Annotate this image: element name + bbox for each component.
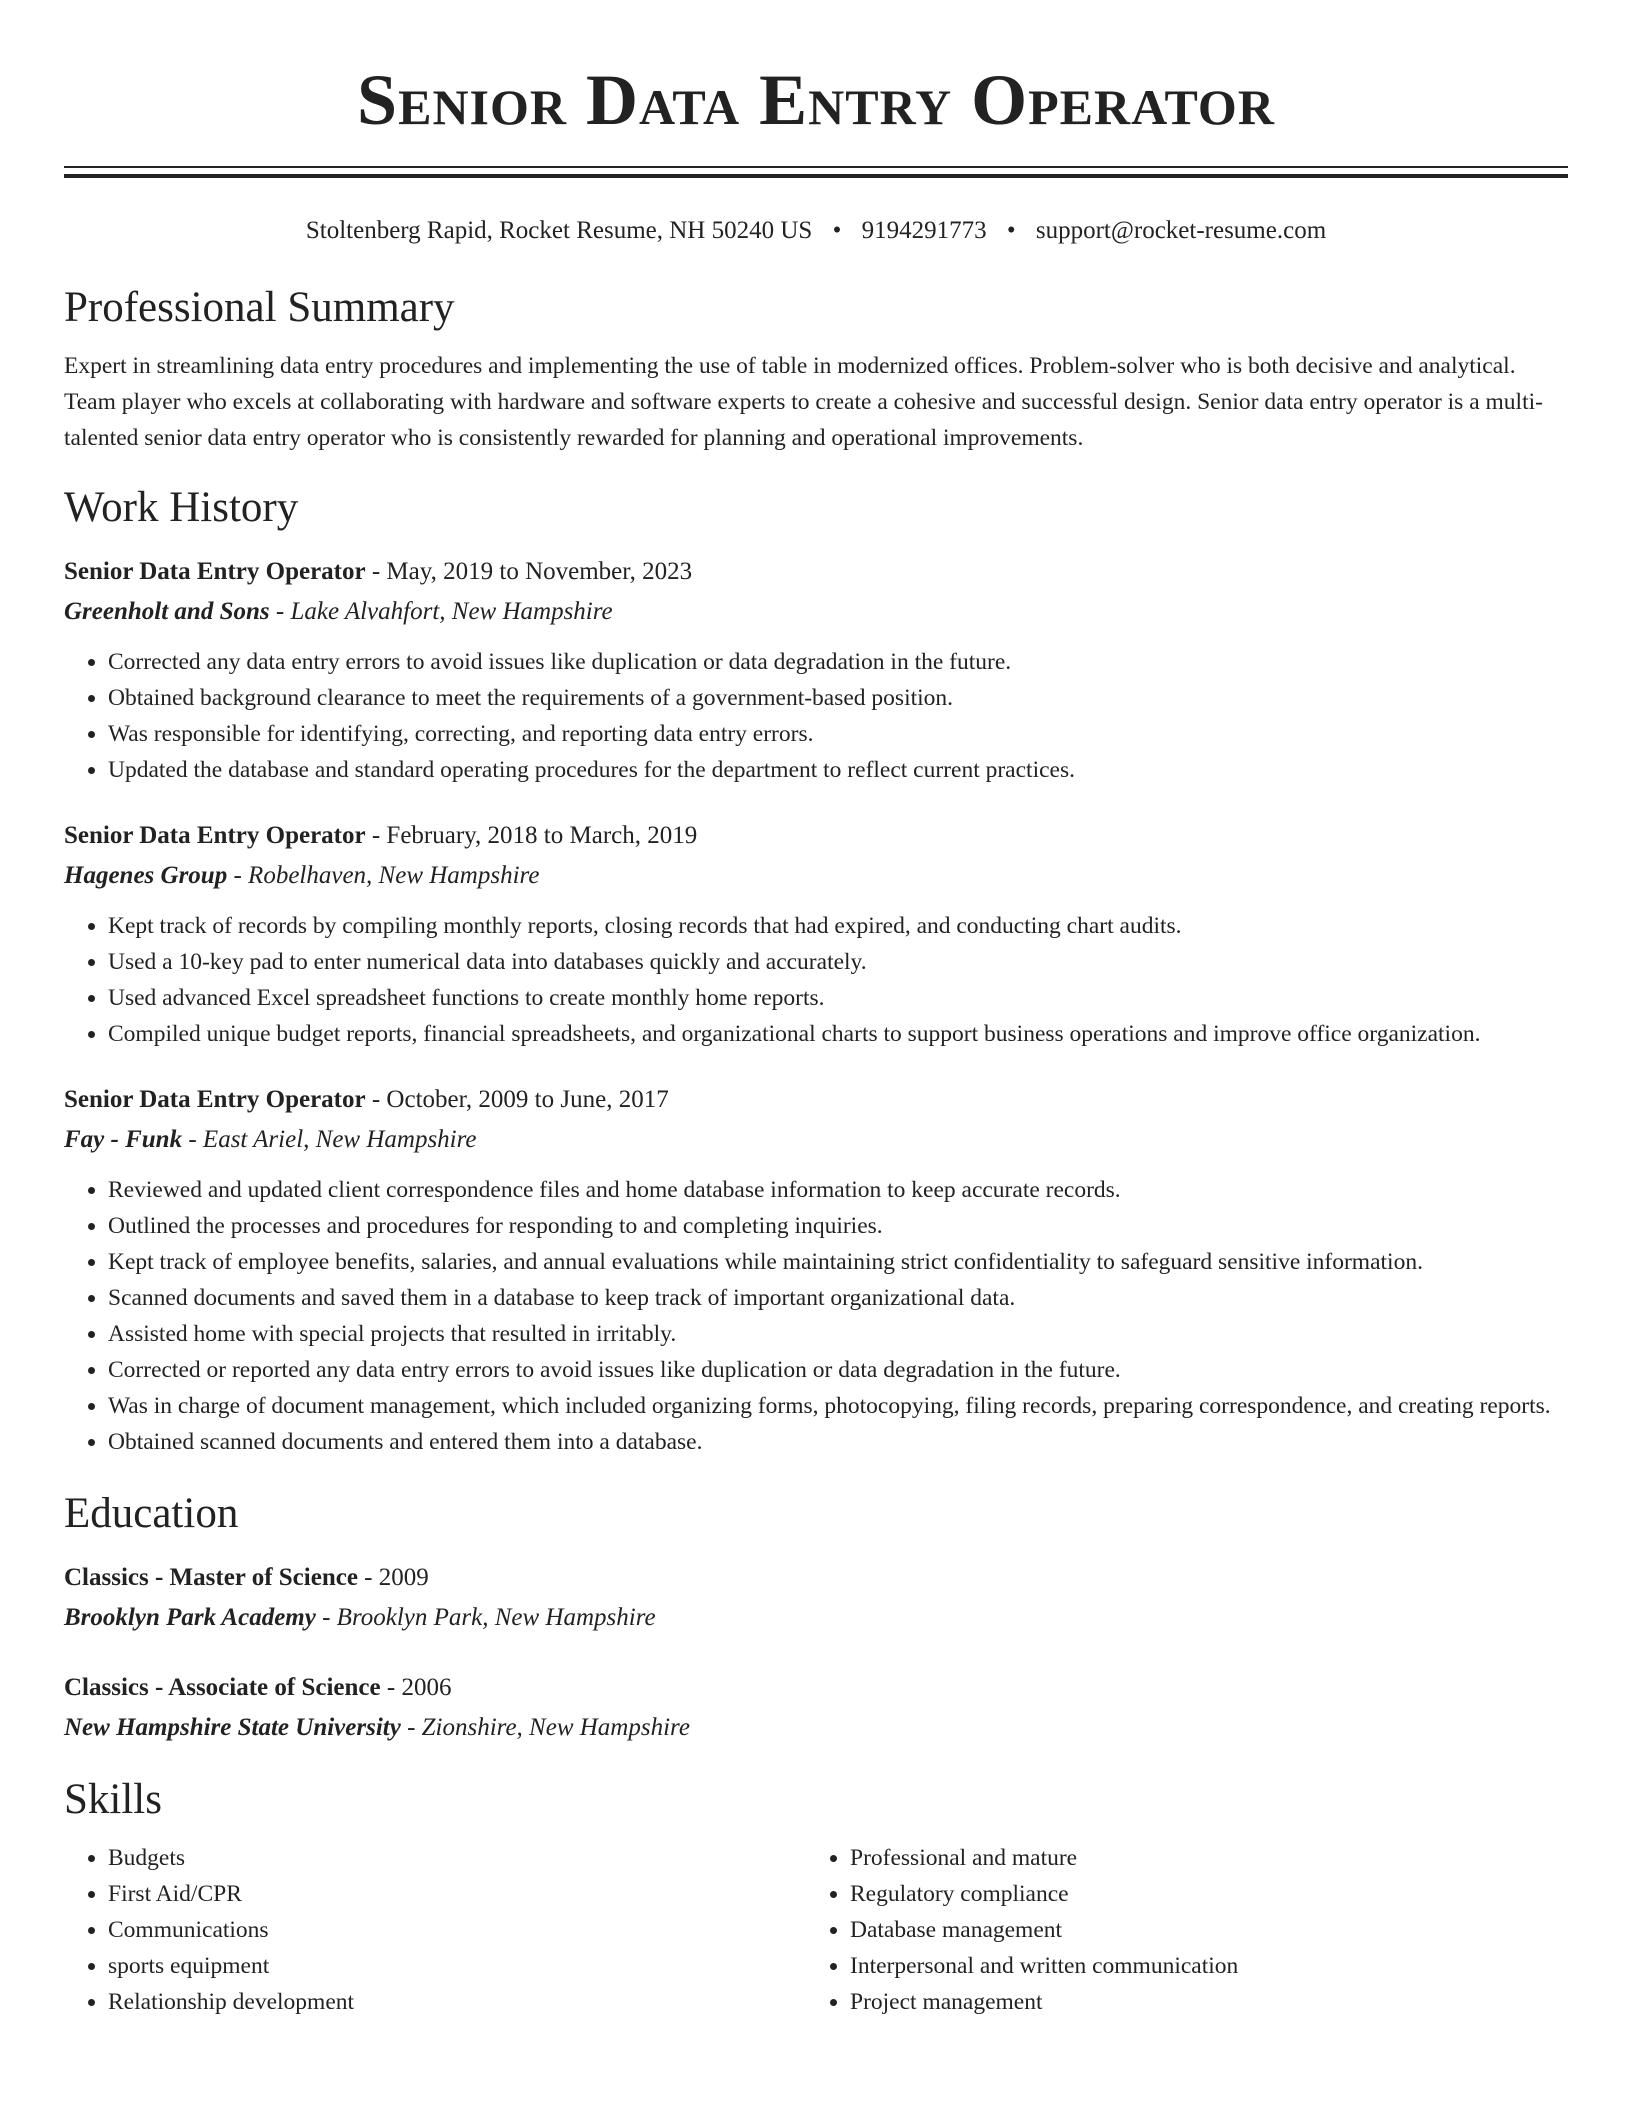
skill-item: • First Aid/CPR — [108, 1876, 806, 1912]
job-duty: • Used advanced Excel spreadsheet functions to create monthly home reports. — [108, 980, 1568, 1016]
education-location: - Brooklyn Park, New Hampshire — [315, 1604, 656, 1631]
summary-text: Expert in streamlining data entry procedures and implementing the use of table in modernized offices. Problem-solver who is both decisive and analytical. Team player who excels at collaborating with hardware and software experts to create a cohesive and successful design. Senior data entry operator is a multi-talented senior data entry operator who is consistently rewarded for planning and operational improvements. — [64, 353, 1543, 451]
job-duty: • Outlined the processes and procedures for responding to and completing inquiries. — [108, 1208, 1568, 1244]
education-school: Brooklyn Park Academy — [64, 1604, 316, 1631]
work-history-section — [64, 482, 1568, 1460]
job-duty: • Compiled unique budget reports, financial spreadsheets, and organizational charts to support business operations and improve office organization. — [108, 1016, 1568, 1052]
job-entry — [64, 554, 1568, 788]
job-header — [64, 554, 1568, 590]
divider-thick-line — [64, 174, 1568, 178]
job-location: - Lake Alvahfort, New Hampshire — [269, 598, 613, 625]
skill-item: • Professional and mature — [850, 1840, 1548, 1876]
skill-item: • Project management — [850, 1984, 1548, 2020]
job-location: - Robelhaven, New Hampshire — [227, 862, 540, 889]
skill-item: • Communications — [108, 1912, 806, 1948]
contact-separator: • — [1006, 217, 1016, 244]
job-employer — [64, 858, 1568, 894]
contact-separator: • — [832, 217, 842, 244]
job-header — [64, 818, 1568, 854]
job-duties — [64, 1172, 1568, 1460]
education-year: - 2006 — [380, 1674, 452, 1701]
education-degree-line — [64, 1560, 1568, 1596]
job-duty: • Updated the database and standard operating procedures for the department to reflect current practices. — [108, 752, 1568, 788]
job-employer — [64, 1122, 1568, 1158]
summary-section — [64, 282, 1568, 456]
job-title: Senior Data Entry Operator — [64, 822, 366, 849]
job-company: Greenholt and Sons — [64, 598, 270, 625]
education-degree: Classics - Associate of Science — [64, 1674, 381, 1701]
job-header — [64, 1082, 1568, 1118]
education-heading: Education — [64, 1490, 239, 1537]
skill-item: • Regulatory compliance — [850, 1876, 1548, 1912]
education-school-line — [64, 1600, 1568, 1636]
title-divider — [64, 166, 1568, 178]
job-duty: • Was responsible for identifying, correcting, and reporting data entry errors. — [108, 716, 1568, 752]
job-company: Fay - Funk — [64, 1126, 183, 1153]
job-title: Senior Data Entry Operator — [64, 558, 366, 585]
job-duty: • Reviewed and updated client correspondence files and home database information to keep accurate records. — [108, 1172, 1568, 1208]
skill-item: • Interpersonal and written communication — [850, 1948, 1548, 1984]
job-duty: • Scanned documents and saved them in a database to keep track of important organizational data. — [108, 1280, 1568, 1316]
education-year: - 2009 — [357, 1564, 429, 1591]
contact-phone: 9194291773 — [861, 217, 987, 244]
education-school-line — [64, 1710, 1568, 1746]
education-degree-line — [64, 1670, 1568, 1706]
page-title: Senior Data Entry Operator — [357, 60, 1275, 140]
skills-column-left — [64, 1840, 806, 2020]
skills-heading: Skills — [64, 1776, 162, 1823]
contact-line — [64, 214, 1568, 248]
job-employer — [64, 594, 1568, 630]
job-duty: • Corrected any data entry errors to avoid issues like duplication or data degradation in the future. — [108, 644, 1568, 680]
job-location: - East Ariel, New Hampshire — [182, 1126, 477, 1153]
education-entry — [64, 1670, 1568, 1746]
skill-item: • Budgets — [108, 1840, 806, 1876]
job-entry — [64, 1082, 1568, 1460]
skills-columns — [64, 1840, 1568, 2020]
job-title: Senior Data Entry Operator — [64, 1086, 366, 1113]
job-duty: • Corrected or reported any data entry errors to avoid issues like duplication or data degradation in the future. — [108, 1352, 1568, 1388]
divider-thin-line — [64, 166, 1568, 168]
skills-column-right — [806, 1840, 1548, 2020]
education-location: - Zionshire, New Hampshire — [400, 1714, 690, 1741]
contact-email: support@rocket-resume.com — [1035, 217, 1327, 244]
education-section — [64, 1488, 1568, 1746]
skill-item: • Relationship development — [108, 1984, 806, 2020]
job-duty: • Kept track of records by compiling monthly reports, closing records that had expired, and conducting chart audits. — [108, 908, 1568, 944]
work-history-heading: Work History — [64, 484, 299, 531]
education-entry — [64, 1560, 1568, 1636]
skill-item: • sports equipment — [108, 1948, 806, 1984]
job-dates: - May, 2019 to November, 2023 — [365, 558, 693, 585]
job-duty: • Assisted home with special projects that resulted in irritably. — [108, 1316, 1568, 1352]
job-duty: • Obtained scanned documents and entered them into a database. — [108, 1424, 1568, 1460]
contact-address: Stoltenberg Rapid, Rocket Resume, NH 50240 US — [305, 217, 813, 244]
education-degree: Classics - Master of Science — [64, 1564, 358, 1591]
job-dates: - October, 2009 to June, 2017 — [365, 1086, 669, 1113]
skills-section — [64, 1774, 1568, 2020]
job-duty: • Obtained background clearance to meet the requirements of a government-based position. — [108, 680, 1568, 716]
job-dates: - February, 2018 to March, 2019 — [365, 822, 698, 849]
job-duty: • Kept track of employee benefits, salaries, and annual evaluations while maintaining strict confidentiality to safeguard sensitive information. — [108, 1244, 1568, 1280]
skill-item: • Database management — [850, 1912, 1548, 1948]
job-duty: • Was in charge of document management, which included organizing forms, photocopying, filing records, preparing correspondence, and creating reports. — [108, 1388, 1568, 1424]
job-duties — [64, 644, 1568, 788]
education-school: New Hampshire State University — [64, 1714, 401, 1741]
job-duties — [64, 908, 1568, 1052]
summary-heading: Professional Summary — [64, 284, 455, 331]
job-duty: • Used a 10-key pad to enter numerical data into databases quickly and accurately. — [108, 944, 1568, 980]
job-company: Hagenes Group — [64, 862, 228, 889]
job-entry — [64, 818, 1568, 1052]
